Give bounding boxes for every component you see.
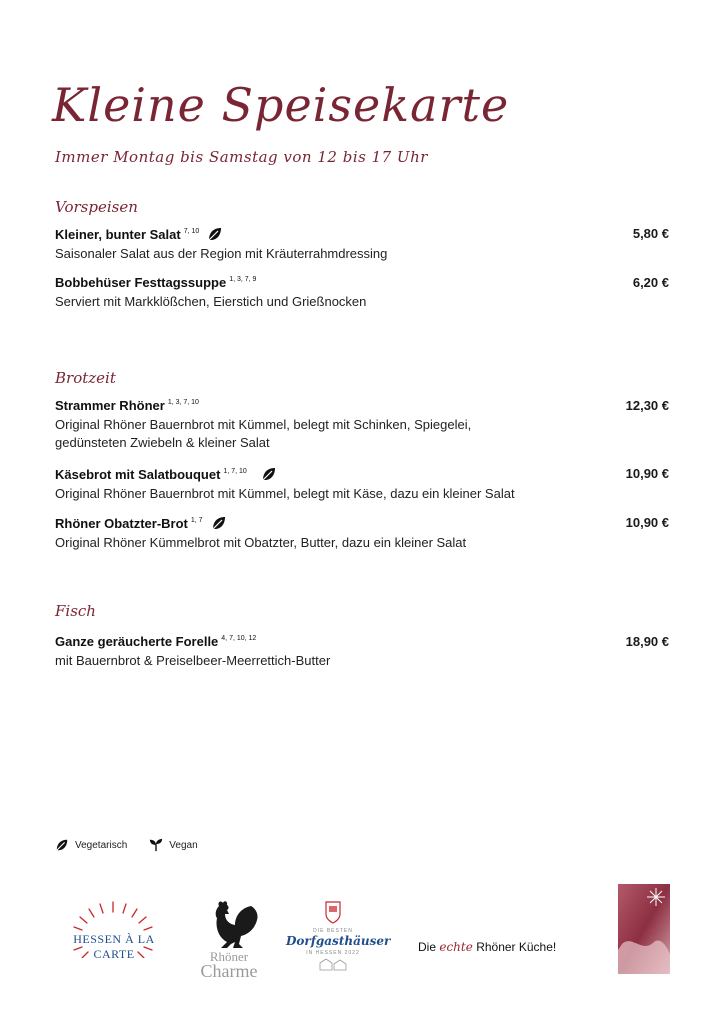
slogan-pre: Die	[418, 940, 437, 954]
item-name: Strammer Rhöner	[55, 398, 165, 413]
legend-vegan-label: Vegan	[169, 839, 198, 851]
item-name: Rhöner Obatzter-Brot	[55, 515, 188, 531]
section-heading-vorspeisen: Vorspeisen	[55, 198, 138, 216]
item-price: 12,30 €	[625, 398, 669, 413]
item-price: 10,90 €	[625, 466, 669, 481]
menu-item	[55, 515, 675, 552]
item-description: mit Bauernbrot & Preiselbeer-Meerrettich-Butter	[55, 653, 331, 668]
item-allergens: 4, 7, 10, 12	[221, 635, 257, 642]
rhoener-logo-line2: Charme	[200, 961, 258, 981]
dorf-top-text: DIE BESTEN	[313, 928, 353, 934]
vegan-sprout-icon	[149, 838, 163, 852]
menu-item	[55, 466, 675, 503]
item-description: Original Rhöner Bauernbrot mit Kümmel, belegt mit Käse, dazu ein kleiner Salat	[55, 486, 515, 501]
hessen-crest-icon	[286, 898, 380, 928]
vegetarian-leaf-icon	[261, 466, 277, 482]
legend-vegan	[149, 838, 197, 852]
dorf-main-text: Dorfgasthäuser	[286, 934, 391, 948]
vegetarian-leaf-icon	[211, 515, 227, 531]
rhoener-charme-logo	[186, 949, 272, 981]
rhoener-logo-line1: Rhöner	[209, 949, 249, 964]
item-description: Serviert mit Markklößchen, Eierstich und Grießnocken	[55, 294, 367, 309]
item-allergens: 1, 3, 7, 10	[167, 399, 199, 406]
rooster-logo-icon	[205, 898, 261, 950]
menu-item	[55, 634, 675, 670]
item-allergens: 1, 7, 10	[223, 467, 247, 475]
item-name: Kleiner, bunter Salat	[55, 226, 181, 242]
section-heading-fisch: Fisch	[55, 602, 96, 620]
page-subtitle: Immer Montag bis Samstag von 12 bis 17 Uhr	[55, 148, 428, 166]
item-allergens: 1, 3, 7, 9	[229, 276, 257, 283]
item-name: Bobbehüser Festtagssuppe	[55, 275, 227, 290]
slogan-emphasis: echte	[439, 940, 473, 954]
page-title: Kleine Speisekarte	[52, 78, 510, 132]
menu-item	[55, 226, 675, 263]
menu-item	[55, 275, 675, 311]
watercolor-art-icon	[618, 884, 670, 974]
item-price: 5,80 €	[632, 226, 669, 241]
hessen-logo-text: HESSEN À LA CARTE	[73, 932, 155, 961]
footer-slogan	[418, 940, 556, 954]
item-price: 6,20 €	[632, 275, 669, 290]
dorf-bottom-text: IN HESSEN 2022	[306, 950, 360, 956]
dorfgasthaeuser-logo	[286, 898, 391, 980]
item-name: Käsebrot mit Salatbouquet	[55, 466, 221, 482]
item-price: 18,90 €	[625, 634, 669, 649]
item-description: Original Rhöner Kümmelbrot mit Obatzter, Butter, dazu ein kleiner Salat	[55, 535, 467, 550]
item-description: Saisonaler Salat aus der Region mit Kräuterrahmdressing	[55, 246, 388, 261]
diet-legend	[55, 838, 220, 852]
item-price: 10,90 €	[625, 515, 669, 530]
slogan-post: Rhöner Küche!	[476, 940, 557, 954]
legend-vegetarian	[55, 838, 127, 852]
section-heading-brotzeit: Brotzeit	[55, 369, 116, 387]
item-allergens: 7, 10	[183, 227, 200, 235]
legend-vegetarian-label: Vegetarisch	[75, 839, 128, 851]
menu-item	[55, 398, 675, 452]
vegetarian-leaf-icon	[207, 226, 223, 242]
item-name: Ganze geräucherte Forelle	[55, 634, 219, 649]
item-allergens: 1, 7	[190, 516, 203, 524]
item-description: Original Rhöner Bauernbrot mit Kümmel, belegt mit Schinken, Spiegelei, gedünsteten Zwiebeln & kleiner Salat	[55, 417, 472, 450]
house-illustration-icon	[286, 956, 380, 972]
vegetarian-leaf-icon	[55, 838, 69, 852]
